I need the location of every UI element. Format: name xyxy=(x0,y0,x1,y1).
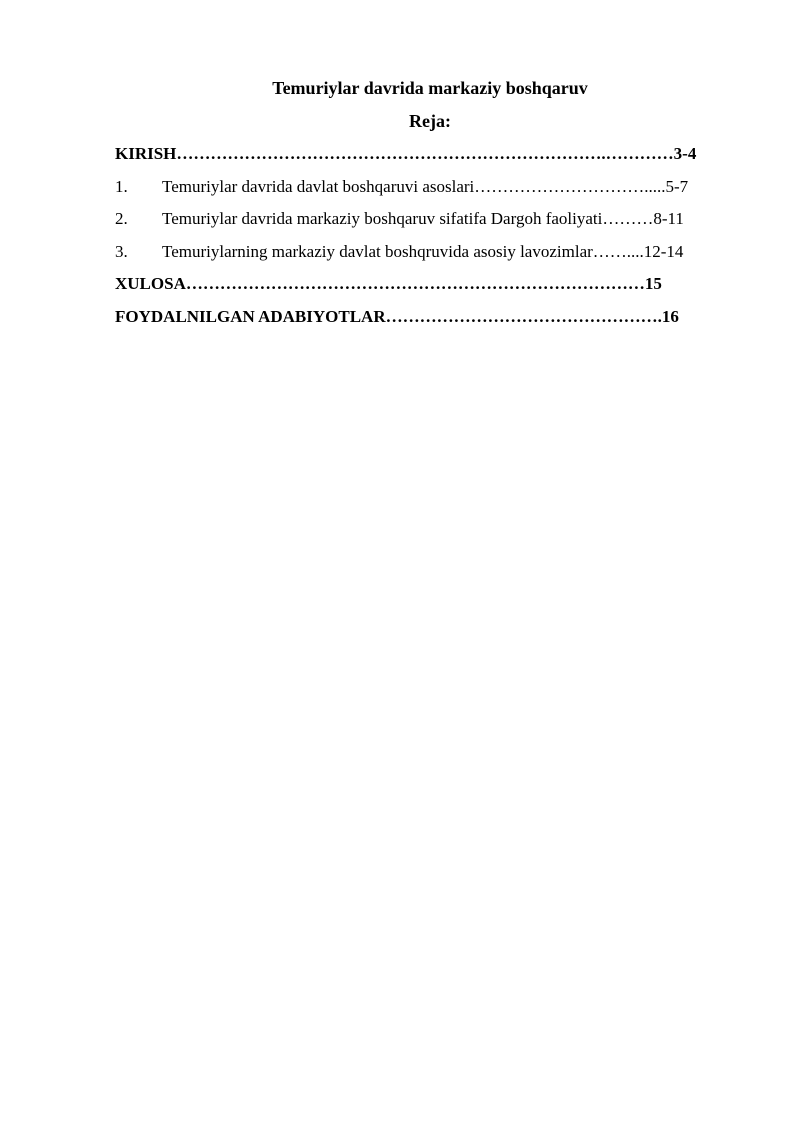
table-of-contents xyxy=(115,141,755,337)
toc-item-number: 1. xyxy=(115,176,128,196)
toc-item-adabiyotlar xyxy=(115,304,755,337)
toc-item-number: 2. xyxy=(115,209,128,229)
toc-item-text: KIRISH………………………………………………………………….…………3-4 xyxy=(115,144,697,163)
toc-item-3 xyxy=(115,239,755,272)
toc-item-xulosa xyxy=(115,271,755,304)
toc-item-text: FOYDALNILGAN ADABIYOTLAR………………………………………….16 xyxy=(115,306,679,326)
toc-item-text: Temuriylar davrida markaziy boshqaruv sifatifa Dargoh faoliyati………8-11 xyxy=(162,209,684,229)
toc-item-text: Temuriylar davrida davlat boshqaruvi asoslari………………………….....5-7 xyxy=(162,176,689,196)
toc-item-1 xyxy=(115,174,755,207)
document-title: Temuriylar davrida markaziy boshqaruv xyxy=(272,78,588,98)
toc-item-kirish xyxy=(115,141,755,174)
document-subtitle: Reja: xyxy=(409,111,451,131)
toc-item-2 xyxy=(115,206,755,239)
toc-item-text: Temuriylarning markaziy davlat boshqruvida asosiy lavozimlar……....12-14 xyxy=(162,241,684,261)
toc-item-number: 3. xyxy=(115,241,128,261)
toc-item-text: XULOSA………………………………………………………………………15 xyxy=(115,274,662,294)
